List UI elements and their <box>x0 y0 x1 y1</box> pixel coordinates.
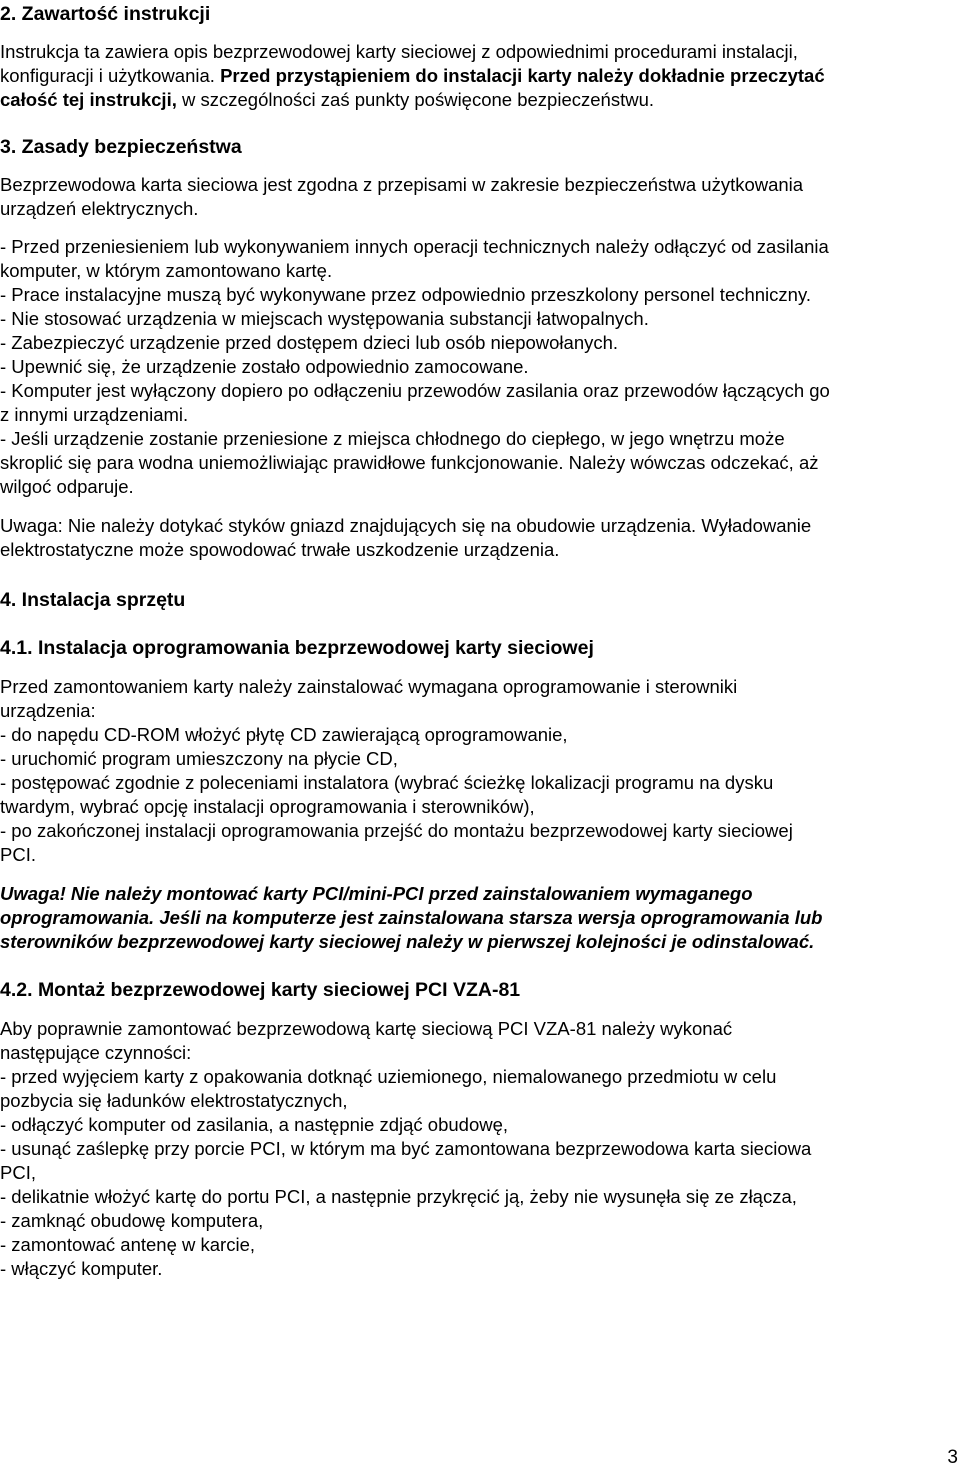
safety-rule-line: komputer, w którym zamontowano kartę. <box>0 260 333 281</box>
safety-rule-line: - Prace instalacyjne muszą być wykonywane przez odpowiednio przeszkolony personel techniczny. <box>0 284 811 305</box>
emphasis-text: Przed przystąpieniem do instalacji karty należy dokładnie przeczytać <box>220 65 825 86</box>
safety-rule-line: - Upewnić się, że urządzenie zostało odpowiednio zamocowane. <box>0 356 529 377</box>
safety-rule-line: - Jeśli urządzenie zostanie przeniesione z miejsca chłodnego do ciepłego, w jego wnętrzu może <box>0 428 785 449</box>
section-4-1-line: - do napędu CD-ROM włożyć płytę CD zawierającą oprogramowanie, <box>0 724 568 745</box>
section-4-2-line: - przed wyjęciem karty z opakowania dotknąć uziemionego, niemalowanego przedmiotu w celu <box>0 1066 777 1087</box>
section-2-paragraph-line <box>0 64 825 88</box>
section-4-2-line: - usunąć zaślepkę przy porcie PCI, w którym ma być zamontowana bezprzewodowa karta sieciowa <box>0 1138 812 1159</box>
section-2-paragraph-line: Instrukcja ta zawiera opis bezprzewodowej karty sieciowej z odpowiednimi procedurami instalacji, <box>0 41 798 62</box>
safety-rule-line: - Komputer jest wyłączony dopiero po odłączeniu przewodów zasilania oraz przewodów łączących go <box>0 380 830 401</box>
section-3-intro-line: urządzeń elektrycznych. <box>0 198 199 219</box>
section-4-1-line: - po zakończonej instalacji oprogramowania przejść do montażu bezprzewodowej karty sieciowej <box>0 820 793 841</box>
esd-warning-line: elektrostatyczne może spowodować trwałe uszkodzenie urządzenia. <box>0 539 560 560</box>
install-warning-line: oprogramowania. Jeśli na komputerze jest zainstalowana starsza wersja oprogramowania lub <box>0 907 823 928</box>
section-4-2-line: - delikatnie włożyć kartę do portu PCI, a następnie przykręcić ją, żeby nie wysunęła się ze złącza, <box>0 1186 797 1207</box>
safety-rule-line: - Zabezpieczyć urządzenie przed dostępem dzieci lub osób niepowołanych. <box>0 332 619 353</box>
emphasis-text: całość tej instrukcji, <box>0 89 177 110</box>
section-4-heading: 4. Instalacja sprzętu <box>0 589 186 611</box>
section-4-1-line: urządzenia: <box>0 700 96 721</box>
section-4-2-line: - odłączyć komputer od zasilania, a następnie zdjąć obudowę, <box>0 1114 509 1135</box>
section-4-1-line: - postępować zgodnie z poleceniami instalatora (wybrać ścieżkę lokalizacji programu na dysku <box>0 772 774 793</box>
esd-warning-line: Uwaga: Nie należy dotykać styków gniazd znajdujących się na obudowie urządzenia. Wyładowanie <box>0 515 812 536</box>
safety-rule-line: - Nie stosować urządzenia w miejscach występowania substancji łatwopalnych. <box>0 308 649 329</box>
paragraph-text: w szczególności zaś punkty poświęcone bezpieczeństwu. <box>176 89 654 110</box>
section-4-1-line: - uruchomić program umieszczony na płycie CD, <box>0 748 398 769</box>
section-4-2-line: PCI, <box>0 1162 36 1183</box>
section-3-intro-line: Bezprzewodowa karta sieciowa jest zgodna z przepisami w zakresie bezpieczeństwa użytkowania <box>0 174 804 195</box>
section-4-2-heading: 4.2. Montaż bezprzewodowej karty sieciowej PCI VZA-81 <box>0 979 521 1001</box>
safety-rule-line: skroplić się para wodna uniemożliwiając prawidłowe funkcjonowanie. Należy wówczas odczekać, aż <box>0 452 819 473</box>
section-4-2-line: pozbycia się ładunków elektrostatycznych, <box>0 1090 348 1111</box>
section-2-paragraph-line <box>0 88 654 112</box>
section-4-1-line: PCI. <box>0 844 36 865</box>
safety-rule-line: z innymi urządzeniami. <box>0 404 189 425</box>
section-4-2-line: Aby poprawnie zamontować bezprzewodową kartę sieciową PCI VZA-81 należy wykonać <box>0 1018 733 1039</box>
safety-rule-line: wilgoć odparuje. <box>0 476 134 497</box>
install-warning-line: Uwaga! Nie należy montować karty PCI/mini-PCI przed zainstalowaniem wymaganego <box>0 883 753 904</box>
install-warning-line: sterowników bezprzewodowej karty sieciowej należy w pierwszej kolejności je odinstalować. <box>0 931 815 952</box>
section-3-heading: 3. Zasady bezpieczeństwa <box>0 136 242 158</box>
section-4-1-line: Przed zamontowaniem karty należy zainstalować wymagana oprogramowanie i sterowniki <box>0 676 738 697</box>
section-4-1-line: twardym, wybrać opcję instalacji oprogramowania i sterowników), <box>0 796 535 817</box>
section-4-2-line: - zamontować antenę w karcie, <box>0 1234 256 1255</box>
section-2-heading: 2. Zawartość instrukcji <box>0 3 211 25</box>
section-4-2-line: następujące czynności: <box>0 1042 192 1063</box>
section-4-1-heading: 4.1. Instalacja oprogramowania bezprzewodowej karty sieciowej <box>0 637 594 659</box>
section-4-2-line: - włączyć komputer. <box>0 1258 163 1279</box>
paragraph-text: konfiguracji i użytkowania. <box>0 65 221 86</box>
section-4-2-line: - zamknąć obudowę komputera, <box>0 1210 264 1231</box>
page-number: 3 <box>947 1447 958 1468</box>
safety-rule-line: - Przed przeniesieniem lub wykonywaniem innych operacji technicznych należy odłączyć od zasilania <box>0 236 829 257</box>
